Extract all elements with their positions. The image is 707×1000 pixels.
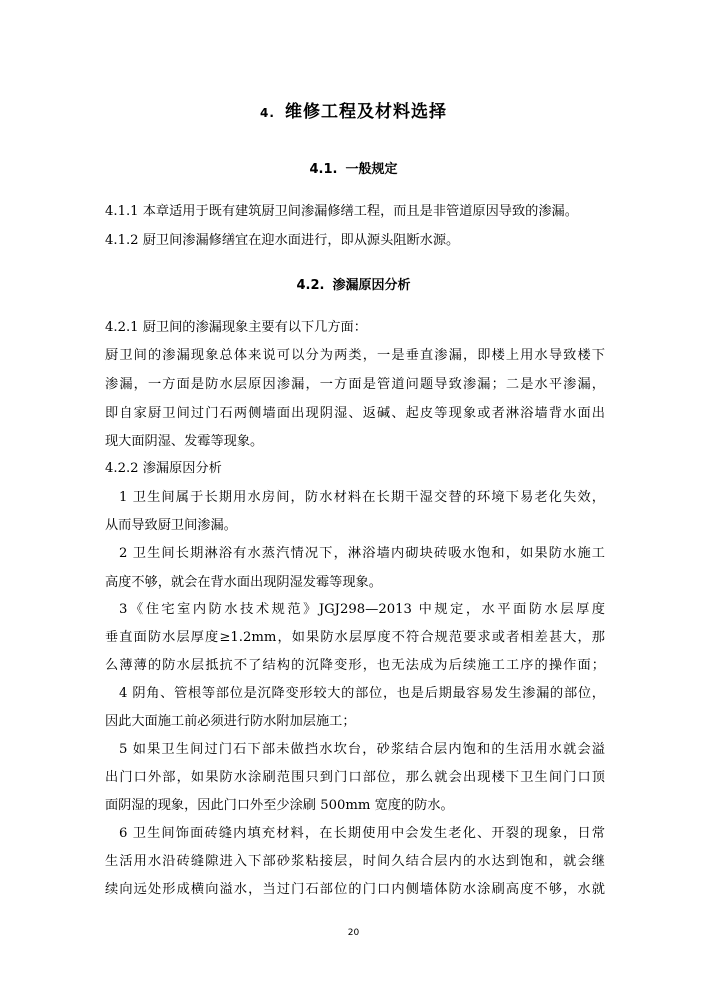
item-5-line: 5 如果卫生间过门石下部未做挡水坎台，砂浆结合层内饱和的生活用水就会溢 [119,742,605,757]
section-heading-4-2 [0,274,707,293]
item-5-line: 面阴湿的现象，因此门口外至少涂刷 500mm 宽度的防水。 [105,798,454,813]
item-4-line: 4 阴角、管根等部位是沉降变形较大的部位，也是后期最容易发生渗漏的部位， [119,686,605,701]
item-6-line: 生活用水沿砖缝隙进入下部砂浆粘接层，时间久结合层内的水达到饱和，就会继 [105,854,605,869]
section-title-text: 渗漏原因分析 [332,278,411,293]
page-number: 20 [347,928,360,938]
item-2-line: 高度不够，就会在背水面出现阴湿发霉等现象。 [105,575,382,590]
clause-4-1-2: 4.1.2 厨卫间渗漏修缮宜在迎水面进行，即从源头阻断水源。 [105,233,460,248]
chapter-title-text: 维修工程及材料选择 [284,102,447,122]
section-number: 4.2. [296,278,325,293]
paragraph-line: 现大面阴湿、发霉等现象。 [105,434,264,449]
item-3-line: 垂直面防水层厚度≥1.2mm，如果防水层厚度不符合规范要求或者相差甚大，那 [105,630,605,645]
paragraph-line: 厨卫间的渗漏现象总体来说可以分为两类，一是垂直渗漏，即楼上用水导致楼下 [105,348,605,363]
chapter-number: 4. [260,106,275,120]
clause-4-1-1: 4.1.1 本章适用于既有建筑厨卫间渗漏修缮工程，而且是非管道原因导致的渗漏。 [105,204,578,219]
item-4-line: 因此大面施工前必须进行防水附加层施工； [105,714,356,729]
item-1-line: 从而导致厨卫间渗漏。 [105,518,237,533]
item-5-line: 出门口外部，如果防水涂刷范围只到门口部位，那么就会出现楼下卫生间门口顶 [105,770,605,785]
section-title-text: 一般规定 [345,162,398,177]
clause-4-2-1: 4.2.1 厨卫间的渗漏现象主要有以下几方面： [105,320,367,335]
section-heading-4-1 [0,158,707,177]
paragraph-line: 渗漏，一方面是防水层原因渗漏，一方面是管道问题导致渗漏；二是水平渗漏， [105,377,605,392]
item-6-line: 6 卫生间饰面砖缝内填充材料，在长期使用中会发生老化、开裂的现象，日常 [119,826,605,841]
paragraph-line: 即自家厨卫间过门石两侧墙面出现阴湿、返碱、起皮等现象或者淋浴墙背水面出 [105,406,605,421]
chapter-heading [0,97,707,122]
item-2-line: 2 卫生间长期淋浴有水蒸汽情况下，淋浴墙内砌块砖吸水饱和，如果防水施工 [119,546,605,561]
item-6-line: 续向远处形成横向溢水，当过门石部位的门口内侧墙体防水涂刷高度不够，水就 [105,882,605,897]
clause-4-2-2: 4.2.2 渗漏原因分析 [105,461,222,476]
item-1-line: 1 卫生间属于长期用水房间，防水材料在长期干湿交替的环境下易老化失效， [119,490,605,505]
item-3-line: 3《住宅室内防水技术规范》JGJ298—2013 中规定，水平面防水层厚度 [119,602,605,617]
section-number: 4.1. [309,162,338,177]
item-3-line: 么薄薄的防水层抵抗不了结构的沉降变形，也无法成为后续施工工序的操作面； [105,658,605,673]
